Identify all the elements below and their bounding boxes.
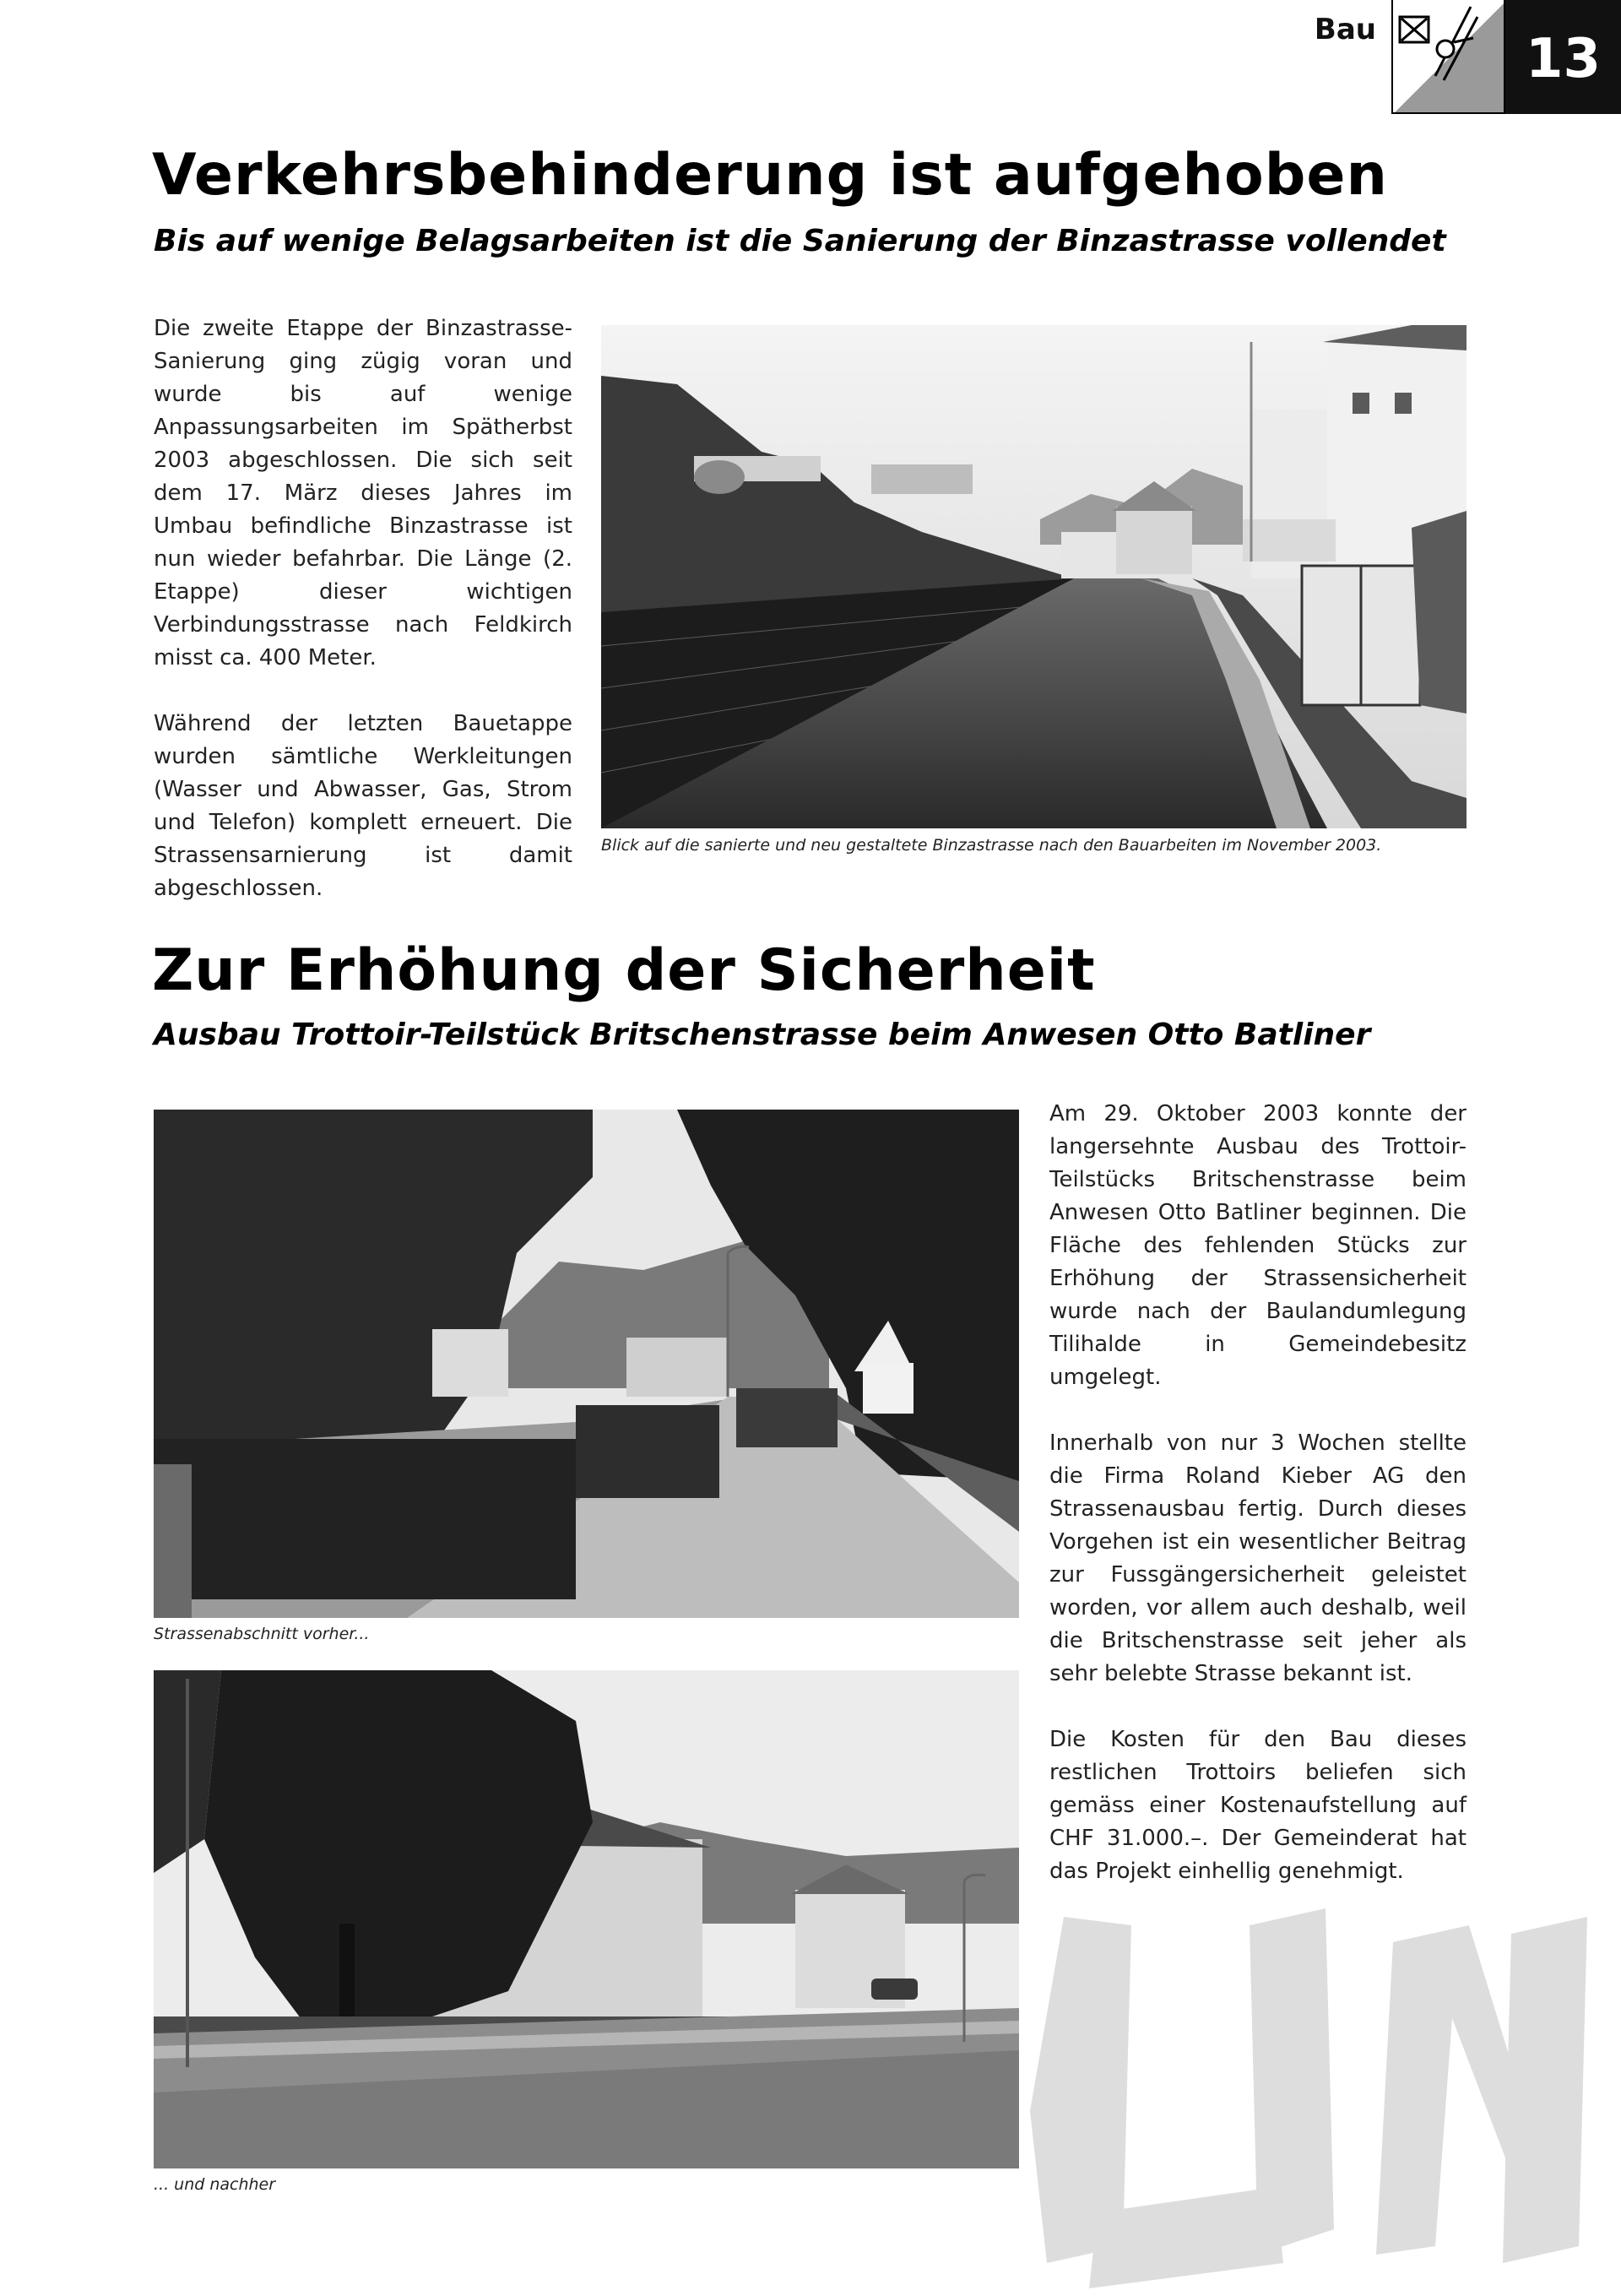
construction-tools-icon xyxy=(1393,0,1505,114)
article2-paragraph: Am 29. Oktober 2003 konnte der langersehnte Ausbau des Trottoir-Teilstücks Britschenstrasse beim Anwesen Otto Batliner beginnen. Die Fläche des fehlenden Stücks zur Erhöhung der Strassensicherheit wurde nach der Baulandumlegung Tilihalde in Gemeindebesitz umgelegt. xyxy=(1049,1101,1466,1390)
section-icon-box xyxy=(1391,0,1505,114)
caption-after: ... und nachher xyxy=(154,2175,276,2194)
article1-body xyxy=(154,312,572,938)
page-number: 13 xyxy=(1505,0,1621,114)
photo-binzastrasse xyxy=(601,325,1466,828)
article1-paragraph: Während der letzten Bauetappe wurden sämtliche Werkleitungen (Wasser und Abwasser, Gas, Strom und Telefon) komplett erneuert. Die Strassensarnierung ist damit abgeschlossen. xyxy=(154,711,572,901)
article1-subheadline: Bis auf wenige Belagsarbeiten ist die Sanierung der Binzastrasse vollendet xyxy=(154,224,1446,258)
caption-before: Strassenabschnitt vorher... xyxy=(154,1625,370,1643)
article2-headline: Zur Erhöhung der Sicherheit xyxy=(152,937,1096,1004)
article2-body xyxy=(1049,1098,1466,1921)
article2-subheadline: Ausbau Trottoir-Teilstück Britschenstrasse beim Anwesen Otto Batliner xyxy=(154,1018,1371,1052)
article1-paragraph: Die zweite Etappe der Binzastrasse-Sanierung ging zügig voran und wurde bis auf wenige Anpassungsarbeiten im Spätherbst 2003 abgeschlossen. Die sich seit dem 17. März dieses Jahres im Umbau befindliche Binzastrasse ist nun wieder befahrbar. Die Länge (2. Etappe) dieser wichtigen Verbindungsstrasse nach Feldkirch misst ca. 400 Meter. xyxy=(154,316,572,670)
article2-paragraph: Die Kosten für den Bau dieses restlichen Trottoirs beliefen sich gemäss einer Kostenaufstellung auf CHF 31.000.–. Der Gemeinderat hat das Projekt einhellig genehmigt. xyxy=(1049,1727,1466,1884)
decorative-watermark xyxy=(996,1892,1621,2293)
photo-before xyxy=(154,1110,1019,1618)
article1-photo-caption: Blick auf die sanierte und neu gestaltete Binzastrasse nach den Bauarbeiten im November 2003. xyxy=(601,836,1382,855)
article2-paragraph: Innerhalb von nur 3 Wochen stellte die Firma Roland Kieber AG den Strassenausbau fertig. Durch dieses Vorgehen ist ein wesentlicher Beitrag zur Fussgängersicherheit geleistet worden, vor allem auch deshalb, weil die Britschenstrasse seit jeher als sehr belebte Strasse bekannt ist. xyxy=(1049,1430,1466,1686)
article1-headline: Verkehrsbehinderung ist aufgehoben xyxy=(152,142,1388,209)
photo-after xyxy=(154,1670,1019,2168)
section-label: Bau xyxy=(1314,13,1376,46)
